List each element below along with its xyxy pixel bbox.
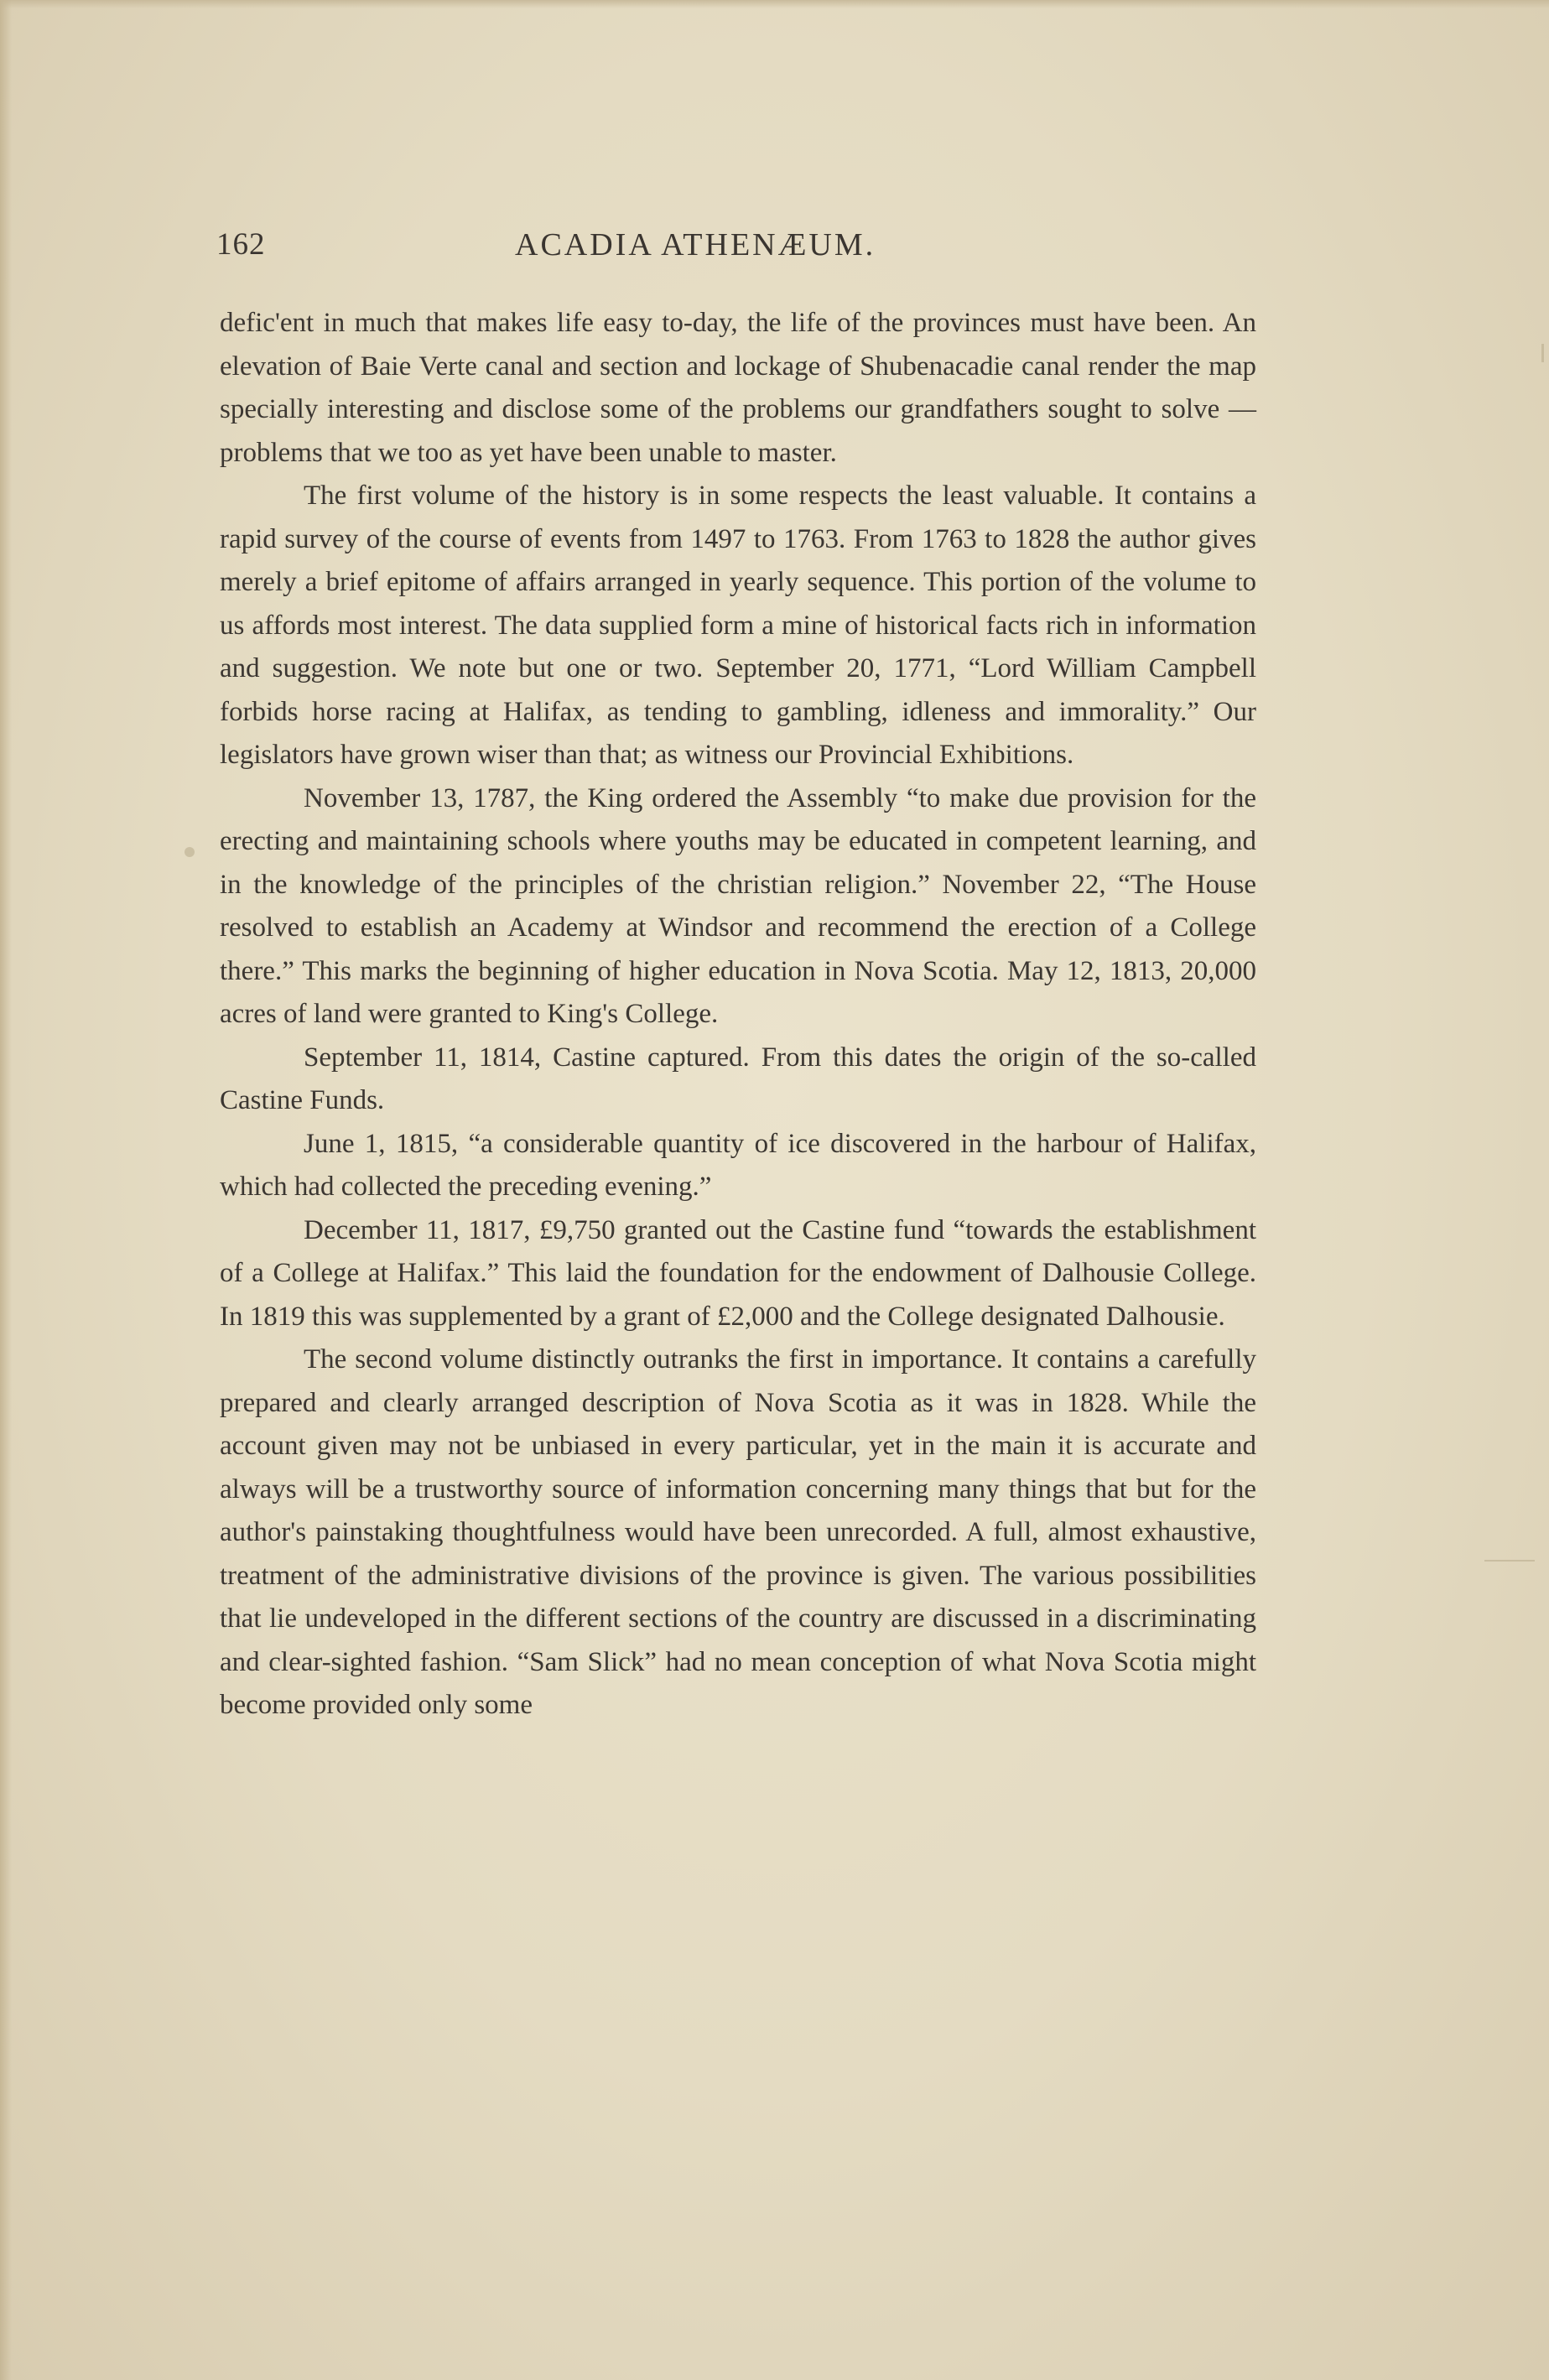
paper-mark (185, 847, 195, 857)
paragraph-first-volume: The first volume of the history is in some respects the least valuable. It contains a rapid survey of the course of events from 1497 to 1763. From 1763 to 1828 the author gives merely a brief epitome of affairs arranged in yearly sequence. This portion of the volume to us affords most interest. The data supplied form a mine of historical facts rich in information and suggestion. We note but one or two. September 20, 1771, “Lord William Campbell forbids horse racing at Halifax, as tending to gambling, idleness and immorality.” Our legislators have grown wiser than that; as witness our Provincial Exhibitions. (220, 481, 1256, 770)
page-number: 162 (216, 227, 266, 262)
page-header (216, 220, 1261, 270)
paragraph-dalhousie-1817: December 11, 1817, £9,750 granted out the Castine fund “towards the establishment of a College at Halifax.” This laid the foundation for the endowment of Dalhousie College. In 1819 this was supplemented by a grant of £2,000 and the College designated Dalhousie. (220, 1214, 1256, 1332)
body-text (220, 302, 1256, 1728)
page-edge-shadow-left (0, 0, 12, 2380)
paragraph-ice-1815: June 1, 1815, “a considerable quantity of ice discovered in the harbour of Halifax, which had collected the preceding evening.” (220, 1128, 1256, 1202)
page-edge-shadow-top (0, 0, 1549, 8)
paper-mark (1484, 1560, 1535, 1562)
paragraph-canal-maps: defic'ent in much that makes life easy to-day, the life of the provinces must have been. An elevation of Baie Verte canal and section and lockage of Shubenacadie canal render the map specially interesting and disclose some of the problems our grandfathers sought to solve —problems that we too as yet have been unable to master. (220, 308, 1256, 468)
paper-mark (1541, 344, 1544, 362)
running-head: ACADIA ATHENÆUM. (515, 227, 876, 262)
paragraph-second-volume: The second volume distinctly outranks the first in importance. It contains a carefully prepared and clearly arranged description of Nova Scotia as it was in 1828. While the account given may not be unbiased in every particular, yet in the main it is accurate and always will be a trustworthy source of information concerning many things that but for the author's painstaking thoughtfulness would have been unrecorded. A full, almost exhaustive, treatment of the administrative divisions of the province is given. The various possibilities that lie undeveloped in the different sections of the country are discussed in a discriminating and clear-sighted fashion. “Sam Slick” had no mean conception of what Nova Scotia might become provided only some (220, 1344, 1256, 1720)
paragraph-castine-1814: September 11, 1814, Castine captured. From this dates the origin of the so-called Castine Funds. (220, 1042, 1256, 1115)
paragraph-schools-1787: November 13, 1787, the King ordered the Assembly “to make due provision for the erecting and maintaining schools where youths may be educated in competent learning, and in the knowledge of the principles of the christian religion.” November 22, “The House resolved to establish an Academy at Windsor and recommend the erection of a College there.” This marks the beginning of higher education in Nova Scotia. May 12, 1813, 20,000 acres of land were granted to King's College. (220, 782, 1256, 1029)
